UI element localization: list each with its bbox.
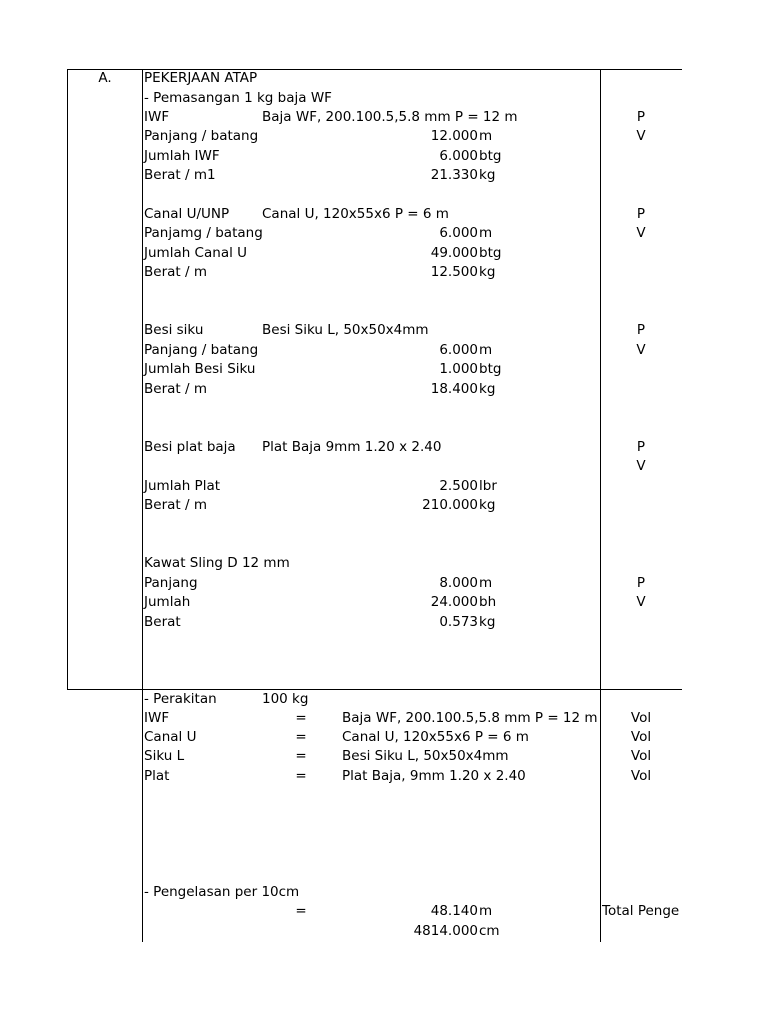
kawat-row-unit: bh xyxy=(479,594,497,610)
kawat-row-label: Jumlah xyxy=(144,594,191,610)
canal-spec: Canal U, 120x55x6 P = 6 m xyxy=(262,206,449,222)
pengelasan-unit-m: m xyxy=(479,903,493,919)
iwf-right-v: V xyxy=(636,128,646,144)
siku-spec: Besi Siku L, 50x50x4mm xyxy=(262,322,429,338)
pengelasan-value-cm: 4814.000 xyxy=(413,923,478,939)
pengelasan-label: - Pengelasan per 10cm xyxy=(144,884,300,900)
canal-name: Canal U/UNP xyxy=(144,206,230,222)
section-letter: A. xyxy=(98,70,112,86)
plat-row-label: Jumlah Plat xyxy=(144,478,221,494)
pengelasan-value-m: 48.140 xyxy=(430,903,478,919)
canal-row-label: Berat / m xyxy=(144,264,207,280)
kawat-row-unit: m xyxy=(479,575,493,591)
perakitan-row-desc: Besi Siku L, 50x50x4mm xyxy=(342,748,509,764)
kawat-right-p: P xyxy=(636,575,646,591)
plat-row-unit: lbr xyxy=(479,478,497,494)
perakitan-row-vol: Vol xyxy=(630,768,652,784)
iwf-row-unit: kg xyxy=(479,167,496,183)
siku-right-v: V xyxy=(636,342,646,358)
perakitan-row-eq: = xyxy=(295,710,307,726)
siku-name: Besi siku xyxy=(144,322,204,338)
canal-right-v: V xyxy=(636,225,646,241)
siku-right-p: P xyxy=(636,322,646,338)
iwf-row-label: Jumlah IWF xyxy=(144,148,220,164)
col-right-border xyxy=(600,69,601,942)
canal-row-value: 6.000 xyxy=(439,225,478,241)
perakitan-label: - Perakitan xyxy=(144,691,217,707)
canal-row-unit: m xyxy=(479,225,493,241)
perakitan-row-label: Siku L xyxy=(144,748,185,764)
perakitan-row-vol: Vol xyxy=(630,710,652,726)
kawat-row-label: Panjang xyxy=(144,575,198,591)
section-title: PEKERJAAN ATAP xyxy=(144,70,258,86)
iwf-name: IWF xyxy=(144,109,170,125)
perakitan-row-desc: Plat Baja, 9mm 1.20 x 2.40 xyxy=(342,768,526,784)
siku-row-unit: kg xyxy=(479,381,496,397)
kawat-row-unit: kg xyxy=(479,614,496,630)
pengelasan-unit-cm: cm xyxy=(479,923,500,939)
siku-row-label: Berat / m xyxy=(144,381,207,397)
perakitan-row-desc: Canal U, 120x55x6 P = 6 m xyxy=(342,729,529,745)
left-border xyxy=(67,69,68,690)
col-b-border xyxy=(142,69,143,942)
iwf-row-unit: m xyxy=(479,128,493,144)
siku-row-value: 6.000 xyxy=(439,342,478,358)
plat-right-p: P xyxy=(636,439,646,455)
siku-row-unit: btg xyxy=(479,361,502,377)
iwf-row-label: Panjang / batang xyxy=(144,128,259,144)
iwf-right-p: P xyxy=(636,109,646,125)
perakitan-row-eq: = xyxy=(295,768,307,784)
iwf-row-unit: btg xyxy=(479,148,502,164)
canal-right-p: P xyxy=(636,206,646,222)
siku-row-label: Jumlah Besi Siku xyxy=(144,361,256,377)
canal-row-unit: kg xyxy=(479,264,496,280)
iwf-row-value: 21.330 xyxy=(430,167,478,183)
siku-row-value: 18.400 xyxy=(430,381,478,397)
kawat-row-value: 24.000 xyxy=(430,594,478,610)
kawat-row-label: Berat xyxy=(144,614,181,630)
canal-row-unit: btg xyxy=(479,245,502,261)
plat-row-label: Berat / m xyxy=(144,497,207,513)
canal-row-label: Panjamg / batang xyxy=(144,225,263,241)
siku-row-unit: m xyxy=(479,342,493,358)
plat-spec: Plat Baja 9mm 1.20 x 2.40 xyxy=(262,439,442,455)
plat-right-v: V xyxy=(636,458,646,474)
perakitan-row-label: IWF xyxy=(144,710,170,726)
kawat-name: Kawat Sling D 12 mm xyxy=(144,555,290,571)
pengelasan-total-label: Total Penge xyxy=(602,903,680,919)
siku-row-label: Panjang / batang xyxy=(144,342,259,358)
perakitan-qty: 100 kg xyxy=(262,691,309,707)
perakitan-row-eq: = xyxy=(295,748,307,764)
plat-row-value: 2.500 xyxy=(439,478,478,494)
plat-row-value: 210.000 xyxy=(422,497,478,513)
pengelasan-eq: = xyxy=(295,903,307,919)
kawat-right-v: V xyxy=(636,594,646,610)
plat-row-unit: kg xyxy=(479,497,496,513)
plat-name: Besi plat baja xyxy=(144,439,236,455)
iwf-row-value: 6.000 xyxy=(439,148,478,164)
siku-row-value: 1.000 xyxy=(439,361,478,377)
perakitan-row-vol: Vol xyxy=(630,748,652,764)
perakitan-row-label: Canal U xyxy=(144,729,197,745)
perakitan-row-label: Plat xyxy=(144,768,170,784)
kawat-row-value: 8.000 xyxy=(439,575,478,591)
canal-row-label: Jumlah Canal U xyxy=(144,245,248,261)
perakitan-row-vol: Vol xyxy=(630,729,652,745)
iwf-row-value: 12.000 xyxy=(430,128,478,144)
canal-row-value: 49.000 xyxy=(430,245,478,261)
kawat-row-value: 0.573 xyxy=(439,614,478,630)
iwf-row-label: Berat / m1 xyxy=(144,167,216,183)
iwf-spec: Baja WF, 200.100.5,5.8 mm P = 12 m xyxy=(262,109,518,125)
perakitan-row-eq: = xyxy=(295,729,307,745)
perakitan-row-desc: Baja WF, 200.100.5,5.8 mm P = 12 m xyxy=(342,710,598,726)
intro-text: - Pemasangan 1 kg baja WF xyxy=(144,90,332,106)
canal-row-value: 12.500 xyxy=(430,264,478,280)
